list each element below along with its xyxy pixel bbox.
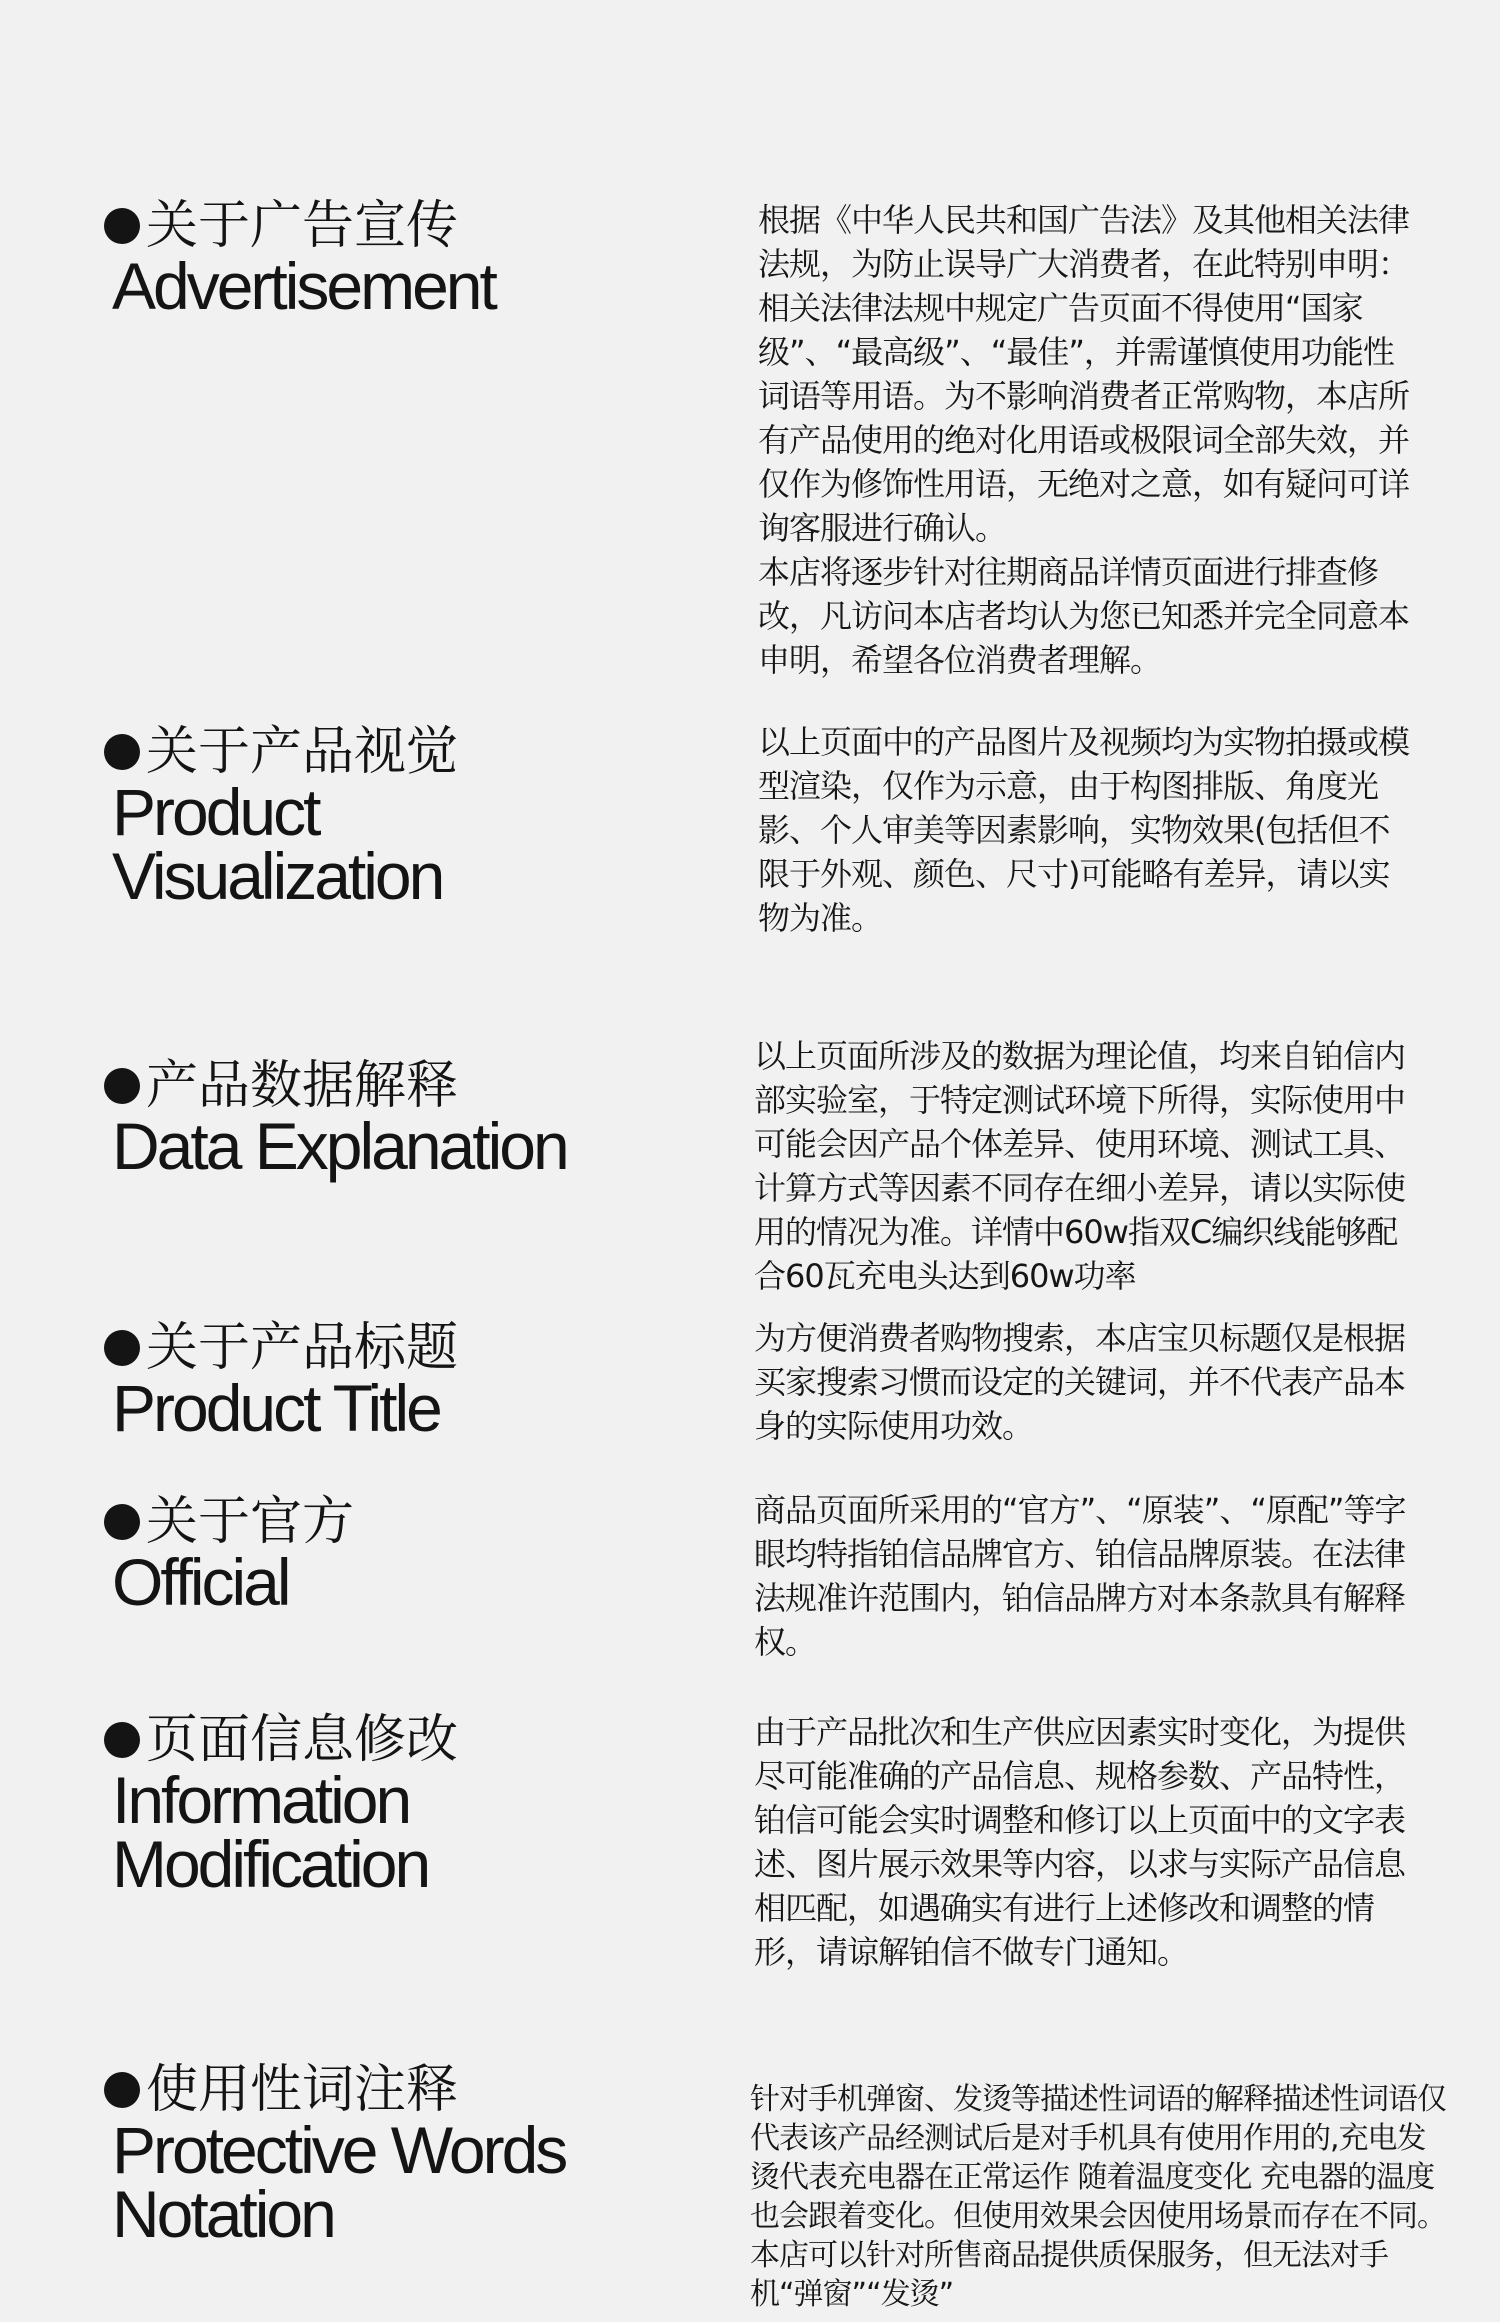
section-heading	[104, 1710, 664, 1901]
section-body	[754, 1316, 1414, 1448]
heading-cn-text: 页面信息修改	[146, 1710, 459, 1770]
heading-cn-text: 使用性词注释	[146, 2060, 459, 2120]
heading-cn-text: 关于官方	[146, 1492, 355, 1552]
bullet-icon	[104, 1330, 140, 1366]
heading-en	[104, 2113, 664, 2251]
bullet-icon	[104, 734, 140, 770]
section-body	[754, 1488, 1414, 1664]
section-body	[754, 1710, 1414, 1974]
heading-en	[104, 1545, 664, 1619]
body-paragraph: 为方便消费者购物搜索，本店宝贝标题仅是根据买家搜索习惯而设定的关键词，并不代表产品本身的实际使用功效。	[754, 1319, 1406, 1445]
heading-cn	[104, 1710, 664, 1770]
heading-en-line: Advertisement	[112, 249, 495, 323]
heading-cn	[104, 196, 664, 256]
body-paragraph: 本店将逐步针对往期商品详情页面进行排查修改，凡访问本店者均认为您已知悉并完全同意本申明，希望各位消费者理解。	[758, 553, 1410, 679]
heading-cn-text: 产品数据解释	[146, 1056, 459, 1116]
heading-en-line: Product Title	[112, 1371, 440, 1445]
heading-cn	[104, 722, 664, 782]
heading-cn	[104, 1492, 664, 1552]
section-heading	[104, 196, 664, 323]
heading-cn	[104, 1056, 664, 1116]
section-heading	[104, 722, 664, 913]
heading-cn-text: 关于广告宣传	[146, 196, 459, 256]
section-body	[750, 2080, 1450, 2314]
bullet-icon	[104, 2072, 140, 2108]
heading-en-line: Visualization	[112, 839, 443, 913]
bullet-icon	[104, 1068, 140, 1104]
section-heading	[104, 1318, 664, 1445]
bullet-icon	[104, 1504, 140, 1540]
heading-en-line: Modification	[112, 1827, 429, 1901]
heading-en-line: Official	[112, 1545, 289, 1619]
section-body	[754, 1034, 1414, 1298]
section-heading	[104, 1492, 664, 1619]
body-paragraph: 针对手机弹窗、发烫等描述性词语的解释描述性词语仅代表该产品经测试后是对手机具有使用作用的,充电发烫代表充电器在正常运作 随着温度变化 充电器的温度也会跟着变化。但使用效果会因使用场景而存在不同。本店可以针对所售商品提供质保服务，但无法对手机“弹窗”“发烫”	[750, 2082, 1446, 2312]
body-paragraph: 以上页面所涉及的数据为理论值，均来自铂信内部实验室，于特定测试环境下所得，实际使用中可能会因产品个体差异、使用环境、测试工具、计算方式等因素不同存在细小差异，请以实际使用的情况为准。详情中60w指双C编织线能够配合60瓦充电头达到60w功率	[754, 1037, 1406, 1295]
heading-en-line: Notation	[112, 2177, 334, 2251]
heading-en	[104, 249, 664, 323]
heading-en	[104, 1763, 664, 1901]
section-heading	[104, 2060, 664, 2251]
heading-en-line: Information	[112, 1763, 410, 1837]
heading-en-line: Protective Words	[112, 2113, 566, 2187]
heading-en-line: Product	[112, 775, 319, 849]
heading-cn-text: 关于产品标题	[146, 1318, 459, 1378]
body-paragraph: 商品页面所采用的“官方”、“原装”、“原配”等字眼均特指铂信品牌官方、铂信品牌原装。在法律法规准许范围内，铂信品牌方对本条款具有解释权。	[754, 1491, 1406, 1661]
heading-en	[104, 775, 664, 913]
heading-cn	[104, 2060, 664, 2120]
body-paragraph: 由于产品批次和生产供应因素实时变化，为提供尽可能准确的产品信息、规格参数、产品特性，铂信可能会实时调整和修订以上页面中的文字表述、图片展示效果等内容，以求与实际产品信息相匹配，如遇确实有进行上述修改和调整的情形，请谅解铂信不做专门通知。	[754, 1713, 1406, 1971]
heading-en-line: Data Explanation	[112, 1109, 567, 1183]
heading-en	[104, 1109, 664, 1183]
bullet-icon	[104, 208, 140, 244]
section-heading	[104, 1056, 664, 1183]
section-body	[758, 198, 1418, 682]
heading-en	[104, 1371, 664, 1445]
section-body	[758, 720, 1418, 940]
heading-cn	[104, 1318, 664, 1378]
body-paragraph: 以上页面中的产品图片及视频均为实物拍摄或模型渲染，仅作为示意，由于构图排版、角度光影、个人审美等因素影响，实物效果(包括但不限于外观、颜色、尺寸)可能略有差异，请以实物为准。	[758, 723, 1410, 937]
bullet-icon	[104, 1722, 140, 1758]
heading-cn-text: 关于产品视觉	[146, 722, 459, 782]
body-paragraph: 根据《中华人民共和国广告法》及其他相关法律法规，为防止误导广大消费者，在此特别申明：相关法律法规中规定广告页面不得使用“国家级”、“最高级”、“最佳”，并需谨慎使用功能性词语等用语。为不影响消费者正常购物，本店所有产品使用的绝对化用语或极限词全部失效，并仅作为修饰性用语，无绝对之意，如有疑问可详询客服进行确认。	[758, 201, 1410, 547]
